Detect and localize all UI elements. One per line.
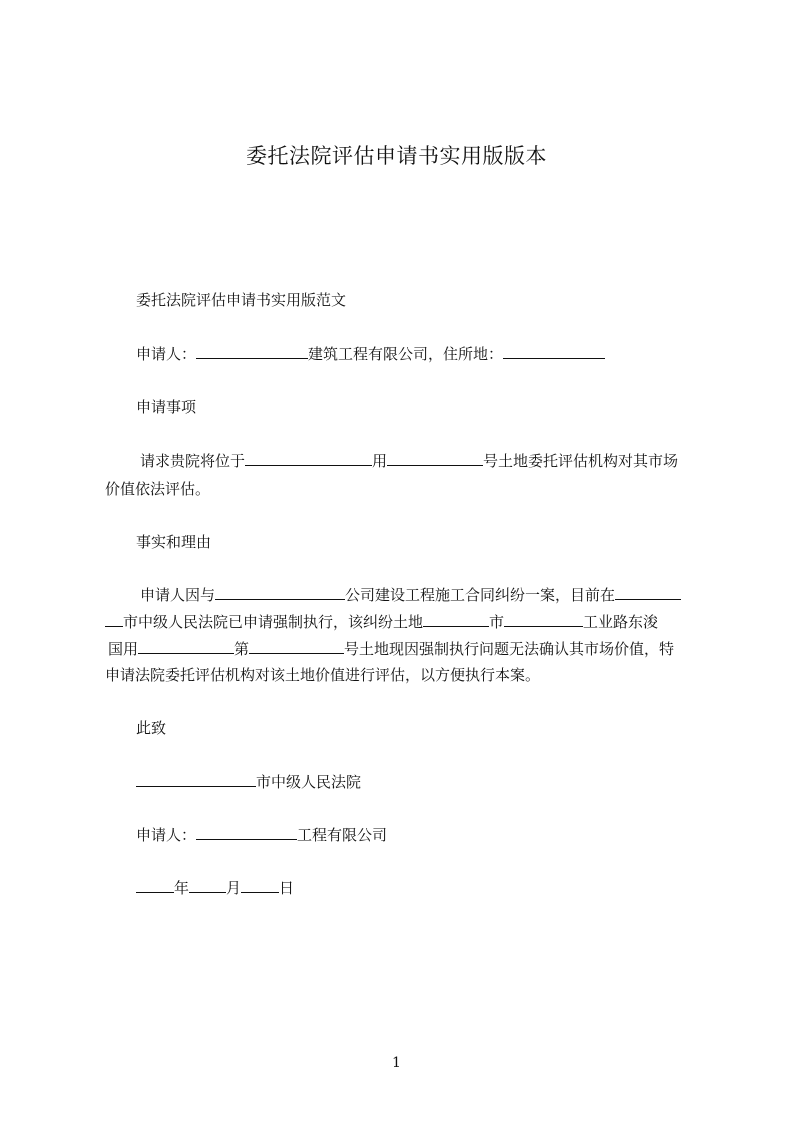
facts-text-3c: 号土地现因强制执行问题无法确认其市场价值，特 <box>344 640 675 658</box>
facts-paragraph-line-1 <box>140 584 681 605</box>
court-name: 市中级人民法院 <box>256 773 362 791</box>
address-blank <box>503 343 605 359</box>
request-paragraph-line-1 <box>140 450 678 471</box>
signature-company-blank <box>196 824 297 840</box>
court-line <box>136 771 361 792</box>
district-blank <box>504 611 583 627</box>
facts-paragraph-line-3 <box>108 638 674 659</box>
section-heading-request: 申请事项 <box>136 398 197 416</box>
facts-text-2b: 市 <box>489 613 505 631</box>
applicant-company-blank <box>196 343 308 359</box>
year-blank <box>136 877 174 893</box>
signature-line <box>136 824 387 845</box>
facts-text-3b: 第 <box>234 640 250 658</box>
facts-paragraph-line-4: 申请法院委托评估机构对该土地价值进行评估，以方便执行本案。 <box>105 666 541 684</box>
land-city-blank <box>423 611 489 627</box>
document-title: 委托法院评估申请书实用版版本 <box>246 144 547 168</box>
facts-text-1b: 公司建设工程施工合同纠纷一案，目前在 <box>345 586 616 604</box>
facts-text-3a: 国用 <box>108 640 139 658</box>
request-text-part-2: 用 <box>372 452 388 470</box>
applicant-line <box>136 343 605 364</box>
request-paragraph-line-2: 价值依法评估。 <box>105 480 211 498</box>
facts-text-1a: 申请人因与 <box>140 586 216 604</box>
land-cert-number-blank <box>249 638 344 654</box>
section-heading-facts: 事实和理由 <box>136 533 212 551</box>
location-blank <box>245 450 372 466</box>
facts-paragraph-line-2 <box>105 611 658 632</box>
defendant-company-blank <box>215 584 345 600</box>
request-text-part-3: 号土地委托评估机构对其市场 <box>483 452 679 470</box>
signature-company-suffix: 工程有限公司 <box>297 826 388 844</box>
applicant-company-suffix: 建筑工程有限公司，住所地： <box>308 345 504 363</box>
facts-text-2c: 工业路东浚 <box>583 613 659 631</box>
year-label: 年 <box>174 879 190 897</box>
date-line <box>136 877 294 898</box>
day-label: 日 <box>279 879 295 897</box>
signature-label: 申请人： <box>136 826 197 844</box>
facts-text-2a: 市中级人民法院已申请强制执行，该纠纷土地 <box>123 613 424 631</box>
city-blank-1 <box>615 584 681 600</box>
month-label: 月 <box>226 879 242 897</box>
request-text-part-1: 请求贵院将位于 <box>140 452 246 470</box>
month-blank <box>189 877 226 893</box>
closing-phrase: 此致 <box>136 719 167 737</box>
court-city-blank <box>136 771 256 787</box>
applicant-label: 申请人： <box>136 345 197 363</box>
land-use-year-blank <box>138 638 234 654</box>
document-subtitle: 委托法院评估申请书实用版范文 <box>136 291 347 309</box>
land-number-blank <box>387 450 483 466</box>
page-number: 1 <box>392 1055 401 1071</box>
city-blank-2 <box>105 611 123 627</box>
day-blank <box>241 877 279 893</box>
